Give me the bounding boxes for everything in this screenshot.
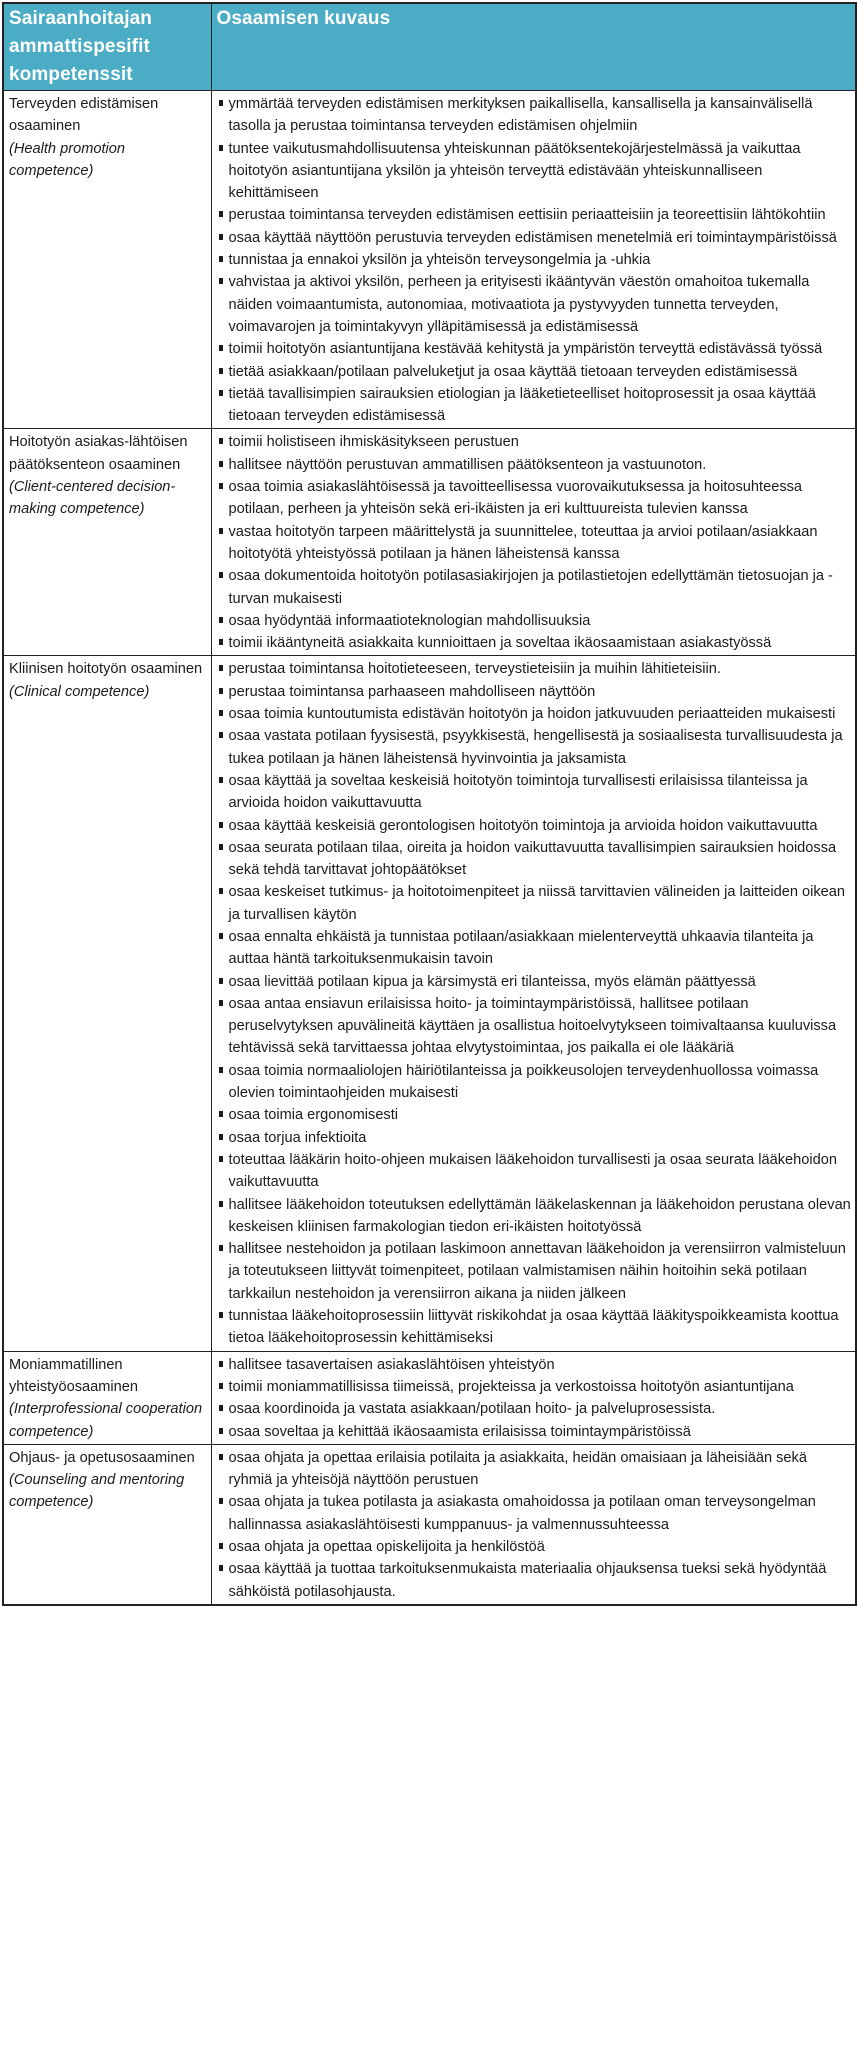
list-item [217,1194,852,1239]
list-item-text: osaa lievittää potilaan kipua ja kärsimystä eri tilanteissa, myös elämän päättyessä [228,973,756,990]
list-item [217,1421,852,1443]
list-item-text: vahvistaa ja aktivoi yksilön, perheen ja erityisesti ikääntyvän väestön omahoitoa tukemalla näiden voimaantumista, autonomiaa, motivaatiota ja pystyvyyden tunnetta terveyden, voimavarojen ja toimintakyvyn ylläpitämisessä ja edistämisessä [228,274,810,335]
table-row [3,1351,856,1444]
list-item [217,1376,852,1398]
list-item-text: hallitsee lääkehoidon toteutuksen edellyttämän lääkelaskennan ja lääkehoidon perustana olevan keskeisen kliinisen farmakologian tiedon eri-ikäisten hoitotyössä [228,1196,851,1235]
square-bullet-icon [219,888,223,894]
description-cell [211,429,856,656]
competence-cell [3,1444,211,1605]
square-bullet-icon [219,1383,223,1389]
list-item-text: osaa käyttää näyttöön perustuvia terveyden edistämisen menetelmiä eri toimintaympäristöissä [228,229,837,246]
list-item-text: vastaa hoitotyön tarpeen määrittelystä ja suunnittelee, toteuttaa ja arvioi potilaan/asiakkaan hoitotyötä yhteistyössä potilaan ja hänen läheistensä kanssa [228,523,818,562]
list-item [217,971,852,993]
square-bullet-icon [219,1067,223,1073]
list-item [217,476,852,521]
square-bullet-icon [219,1245,223,1251]
square-bullet-icon [219,438,223,444]
list-item-text: tunnistaa lääkehoitoprosessiin liittyvät riskikohdat ja osaa käyttää lääkityspoikkeamista koottua tietoa lääkehoitoprosessin kehittämiseksi [228,1308,839,1347]
square-bullet-icon [219,1201,223,1207]
list-item [217,1238,852,1305]
table-row [3,429,856,656]
square-bullet-icon [219,256,223,262]
competence-name: Terveyden edistämisen osaaminen [9,96,159,135]
list-item [217,93,852,138]
list-item [217,521,852,566]
list-item [217,1536,852,1558]
description-cell [211,1444,856,1605]
square-bullet-icon [219,1428,223,1434]
list-item [217,249,852,271]
table-body [3,91,856,1605]
list-item [217,454,852,476]
list-item-text: hallitsee näyttöön perustuvan ammatillisen päätöksenteon ja vastuunoton. [228,456,707,473]
list-item-text: osaa antaa ensiavun erilaisissa hoito- ja toimintaympäristöissä, hallitsee potilaan peruselvytyksen apuvälineitä käyttäen ja osallistua hoitoelvytykseen toimivaltaansa kuuluvissa tehtävissä sekä tarvittaessa johtaa elvytystoimintaa, jos paikalla ei ole lääkäriä [228,995,837,1057]
square-bullet-icon [219,390,223,396]
square-bullet-icon [219,461,223,467]
list-item [217,993,852,1060]
table-header-row [3,3,856,91]
list-item [217,681,852,703]
list-item-text: ymmärtää terveyden edistämisen merkityksen paikallisella, kansallisella ja kansainvälisellä tasolla ja perustaa toimintansa terveyden edistämisen ohjelmiin [228,96,813,135]
list-item [217,565,852,610]
list-item-text: osaa keskeiset tutkimus- ja hoitotoimenpiteet ja niissä tarvittavien välineiden ja laitteiden oikean ja turvallisen käytön [228,884,846,923]
description-list [217,1447,852,1603]
competence-name: Moniammatillinen yhteistyöosaaminen [9,1356,138,1395]
list-item-text: osaa seurata potilaan tilaa, oireita ja hoidon vaikuttavuutta tavallisimpien sairauksien hoidossa sekä tehdä tarvittavat johtopäätökset [228,839,837,879]
table-row [3,91,856,429]
list-item [217,837,852,882]
square-bullet-icon [219,1498,223,1504]
list-item-text: osaa toimia kuntoutumista edistävän hoitotyön ja hoidon jatkuvuuden periaatteiden mukaisesti [228,706,836,723]
square-bullet-icon [219,732,223,738]
competence-cell [3,429,211,656]
square-bullet-icon [219,211,223,217]
competence-name: Ohjaus- ja opetusosaaminen [9,1449,195,1466]
list-item-text: perustaa toimintansa hoitotieteeseen, terveystieteisiin ja muihin lähitieteisiin. [228,661,721,678]
square-bullet-icon [219,1543,223,1549]
square-bullet-icon [219,822,223,828]
list-item [217,1354,852,1376]
square-bullet-icon [219,933,223,939]
list-item [217,227,852,249]
table-row [3,1444,856,1605]
square-bullet-icon [219,145,223,151]
square-bullet-icon [219,483,223,489]
list-item [217,1398,852,1420]
list-item-text: osaa toimia asiakaslähtöisessä ja tavoitteellisessa vuorovaikutuksessa ja hoitosuhteessa potilaan, perheen ja yhteisön sekä eri-ikäisten ja eri kulttuureista tulevien kanssa [228,479,803,518]
competence-cell [3,1351,211,1444]
competence-english-name: (Clinical competence) [9,683,150,700]
square-bullet-icon [219,710,223,716]
square-bullet-icon [219,617,223,623]
square-bullet-icon [219,777,223,783]
list-item-text: toteuttaa lääkärin hoito-ohjeen mukaisen lääkehoidon turvallisesti ja osaa seurata lääkehoidon vaikuttavuutta [228,1151,837,1191]
square-bullet-icon [219,1454,223,1460]
list-item [217,431,852,453]
description-list [217,93,852,427]
competence-english-name: (Client-centered decision-making competence) [9,479,176,518]
square-bullet-icon [219,1156,223,1162]
competence-name: Kliinisen hoitotyön osaaminen [9,661,203,678]
list-item-text: osaa vastata potilaan fyysisestä, psyykkisestä, hengellisestä ja sosiaalisesta turvallisuudesta ja tukea potilaan ja hänen läheistensä hyvinvointia ja jaksamista [228,728,843,767]
list-item-text: osaa ohjata ja opettaa opiskelijoita ja henkilöstöä [228,1539,545,1555]
square-bullet-icon [219,1405,223,1411]
list-item-text: osaa toimia ergonomisesti [228,1107,399,1124]
list-item [217,725,852,770]
list-item-text: toimii moniammatillisissa tiimeissä, projekteissa ja verkostoissa hoitotyön asiantuntijana [228,1378,794,1395]
square-bullet-icon [219,368,223,374]
list-item-text: hallitsee tasavertaisen asiakaslähtöisen yhteistyön [228,1356,555,1373]
list-item-text: osaa soveltaa ja kehittää ikäosaamista erilaisissa toimintaympäristöissä [228,1423,691,1440]
square-bullet-icon [219,1000,223,1006]
description-cell [211,1351,856,1444]
list-item [217,1447,852,1492]
square-bullet-icon [219,639,223,645]
square-bullet-icon [219,528,223,534]
description-list [217,1354,852,1443]
list-item [217,338,852,360]
description-cell [211,91,856,429]
competence-english-name: (Counseling and mentoring competence) [9,1472,185,1511]
description-list [217,431,852,654]
square-bullet-icon [219,345,223,351]
table-row [3,656,856,1351]
list-item-text: tietää asiakkaan/potilaan palveluketjut ja osaa käyttää tietoaan terveyden edistämisessä [228,363,798,380]
list-item-text: osaa ohjata ja tukea potilasta ja asiakasta omahoidossa ja potilaan oman terveysongelman hallinnassa asiakaslähtöisesti kumppanuus- ja valmennussuhteessa [228,1494,816,1533]
square-bullet-icon [219,1361,223,1367]
square-bullet-icon [219,1134,223,1140]
competence-cell [3,656,211,1351]
competence-name: Hoitotyön asiakas-lähtöisen päätöksenteon osaaminen [9,434,188,473]
list-item-text: osaa torjua infektioita [228,1129,367,1146]
list-item [217,703,852,725]
header-competences: Sairaanhoitajan ammattispesifit kompetenssit [3,3,211,91]
square-bullet-icon [219,978,223,984]
square-bullet-icon [219,234,223,240]
list-item [217,881,852,926]
list-item [217,1060,852,1105]
list-item-text: osaa ohjata ja opettaa erilaisia potilaita ja asiakkaita, heidän omaisiaan ja läheisiään sekä ryhmiä ja yhteisöjä näyttöön perustuen [228,1449,807,1489]
list-item [217,770,852,815]
list-item [217,1127,852,1149]
square-bullet-icon [219,665,223,671]
square-bullet-icon [219,278,223,284]
list-item [217,271,852,338]
list-item [217,1149,852,1194]
square-bullet-icon [219,1312,223,1318]
list-item-text: osaa dokumentoida hoitotyön potilasasiakirjojen ja potilastietojen edellyttämän tietosuojan ja -turvan mukaisesti [228,568,833,607]
list-item [217,610,852,632]
list-item-text: tietää tavallisimpien sairauksien etiologian ja lääketieteelliset hoitoprosessit ja osaa käyttää tietoaan terveyden edistämisessä [228,385,816,425]
square-bullet-icon [219,844,223,850]
list-item [217,815,852,837]
list-item-text: hallitsee nestehoidon ja potilaan laskimoon annettavan lääkehoidon ja verensiirron valmisteluun ja toteutukseen liittyvät toimenpiteet, potilaan valmistamisen näihin hoitoihin sekä potilaan tarkkailun nestehoidon ja verensiirron aikana ja niiden jälkeen [228,1241,846,1302]
list-item-text: osaa toimia normaaliolojen häiriötilanteissa ja poikkeusolojen terveydenhuollossa voimassa olevien toimintaohjeiden mukaisesti [228,1062,819,1102]
list-item [217,1104,852,1126]
square-bullet-icon [219,688,223,694]
square-bullet-icon [219,1565,223,1571]
list-item [217,926,852,971]
list-item [217,658,852,680]
list-item [217,361,852,383]
competence-english-name: (Interprofessional cooperation competence) [9,1401,203,1440]
competence-english-name: (Health promotion competence) [9,140,125,179]
list-item-text: toimii holistiseen ihmiskäsitykseen perustuen [228,434,519,451]
list-item-text: osaa hyödyntää informaatioteknologian mahdollisuuksia [228,612,591,629]
description-list [217,658,852,1349]
list-item [217,1558,852,1603]
header-description: Osaamisen kuvaus [211,3,856,91]
list-item-text: toimii ikääntyneitä asiakkaita kunnioittaen ja soveltaa ikäosaamistaan asiakastyössä [228,635,772,652]
list-item-text: tunnistaa ja ennakoi yksilön ja yhteisön terveysongelmia ja -uhkia [228,252,651,269]
list-item-text: osaa käyttää ja soveltaa keskeisiä hoitotyön toimintoja turvallisesti erilaisissa tilanteissa ja arvioida hoidon vaikuttavuutta [228,772,808,812]
list-item-text: osaa ennalta ehkäistä ja tunnistaa potilaan/asiakkaan mielenterveyttä uhkaavia tilanteita ja auttaa häntä tarkoituksenmukaisin tavoin [228,928,814,968]
list-item-text: perustaa toimintansa parhaaseen mahdolliseen näyttöön [228,683,596,700]
competence-table [2,2,857,1606]
list-item-text: tuntee vaikutusmahdollisuutensa yhteiskunnan päätöksentekojärjestelmässä ja vaikuttaa hoitotyön asiantuntijana yksilön ja yhteisön terveyttä edistävään yhteiskunnalliseen kehittämiseen [228,140,801,202]
square-bullet-icon [219,572,223,578]
list-item [217,1491,852,1536]
square-bullet-icon [219,100,223,106]
description-cell [211,656,856,1351]
list-item [217,632,852,654]
list-item [217,204,852,226]
square-bullet-icon [219,1111,223,1117]
list-item-text: toimii hoitotyön asiantuntijana kestävää kehitystä ja ympäristön terveyttä edistävässä työssä [228,341,823,358]
list-item [217,383,852,428]
list-item [217,138,852,205]
list-item-text: osaa käyttää ja tuottaa tarkoituksenmukaista materiaalia ohjauksensa tueksi sekä hyödyntää sähköistä potilasohjausta. [228,1561,827,1600]
list-item-text: perustaa toimintansa terveyden edistämisen eettisiin periaatteisiin ja teoreettisiin lähtökohtiin [228,207,826,224]
competence-cell [3,91,211,429]
list-item [217,1305,852,1350]
list-item-text: osaa koordinoida ja vastata asiakkaan/potilaan hoito- ja palveluprosessista. [228,1401,716,1418]
list-item-text: osaa käyttää keskeisiä gerontologisen hoitotyön toimintoja ja arvioida hoidon vaikuttavuutta [228,817,818,834]
